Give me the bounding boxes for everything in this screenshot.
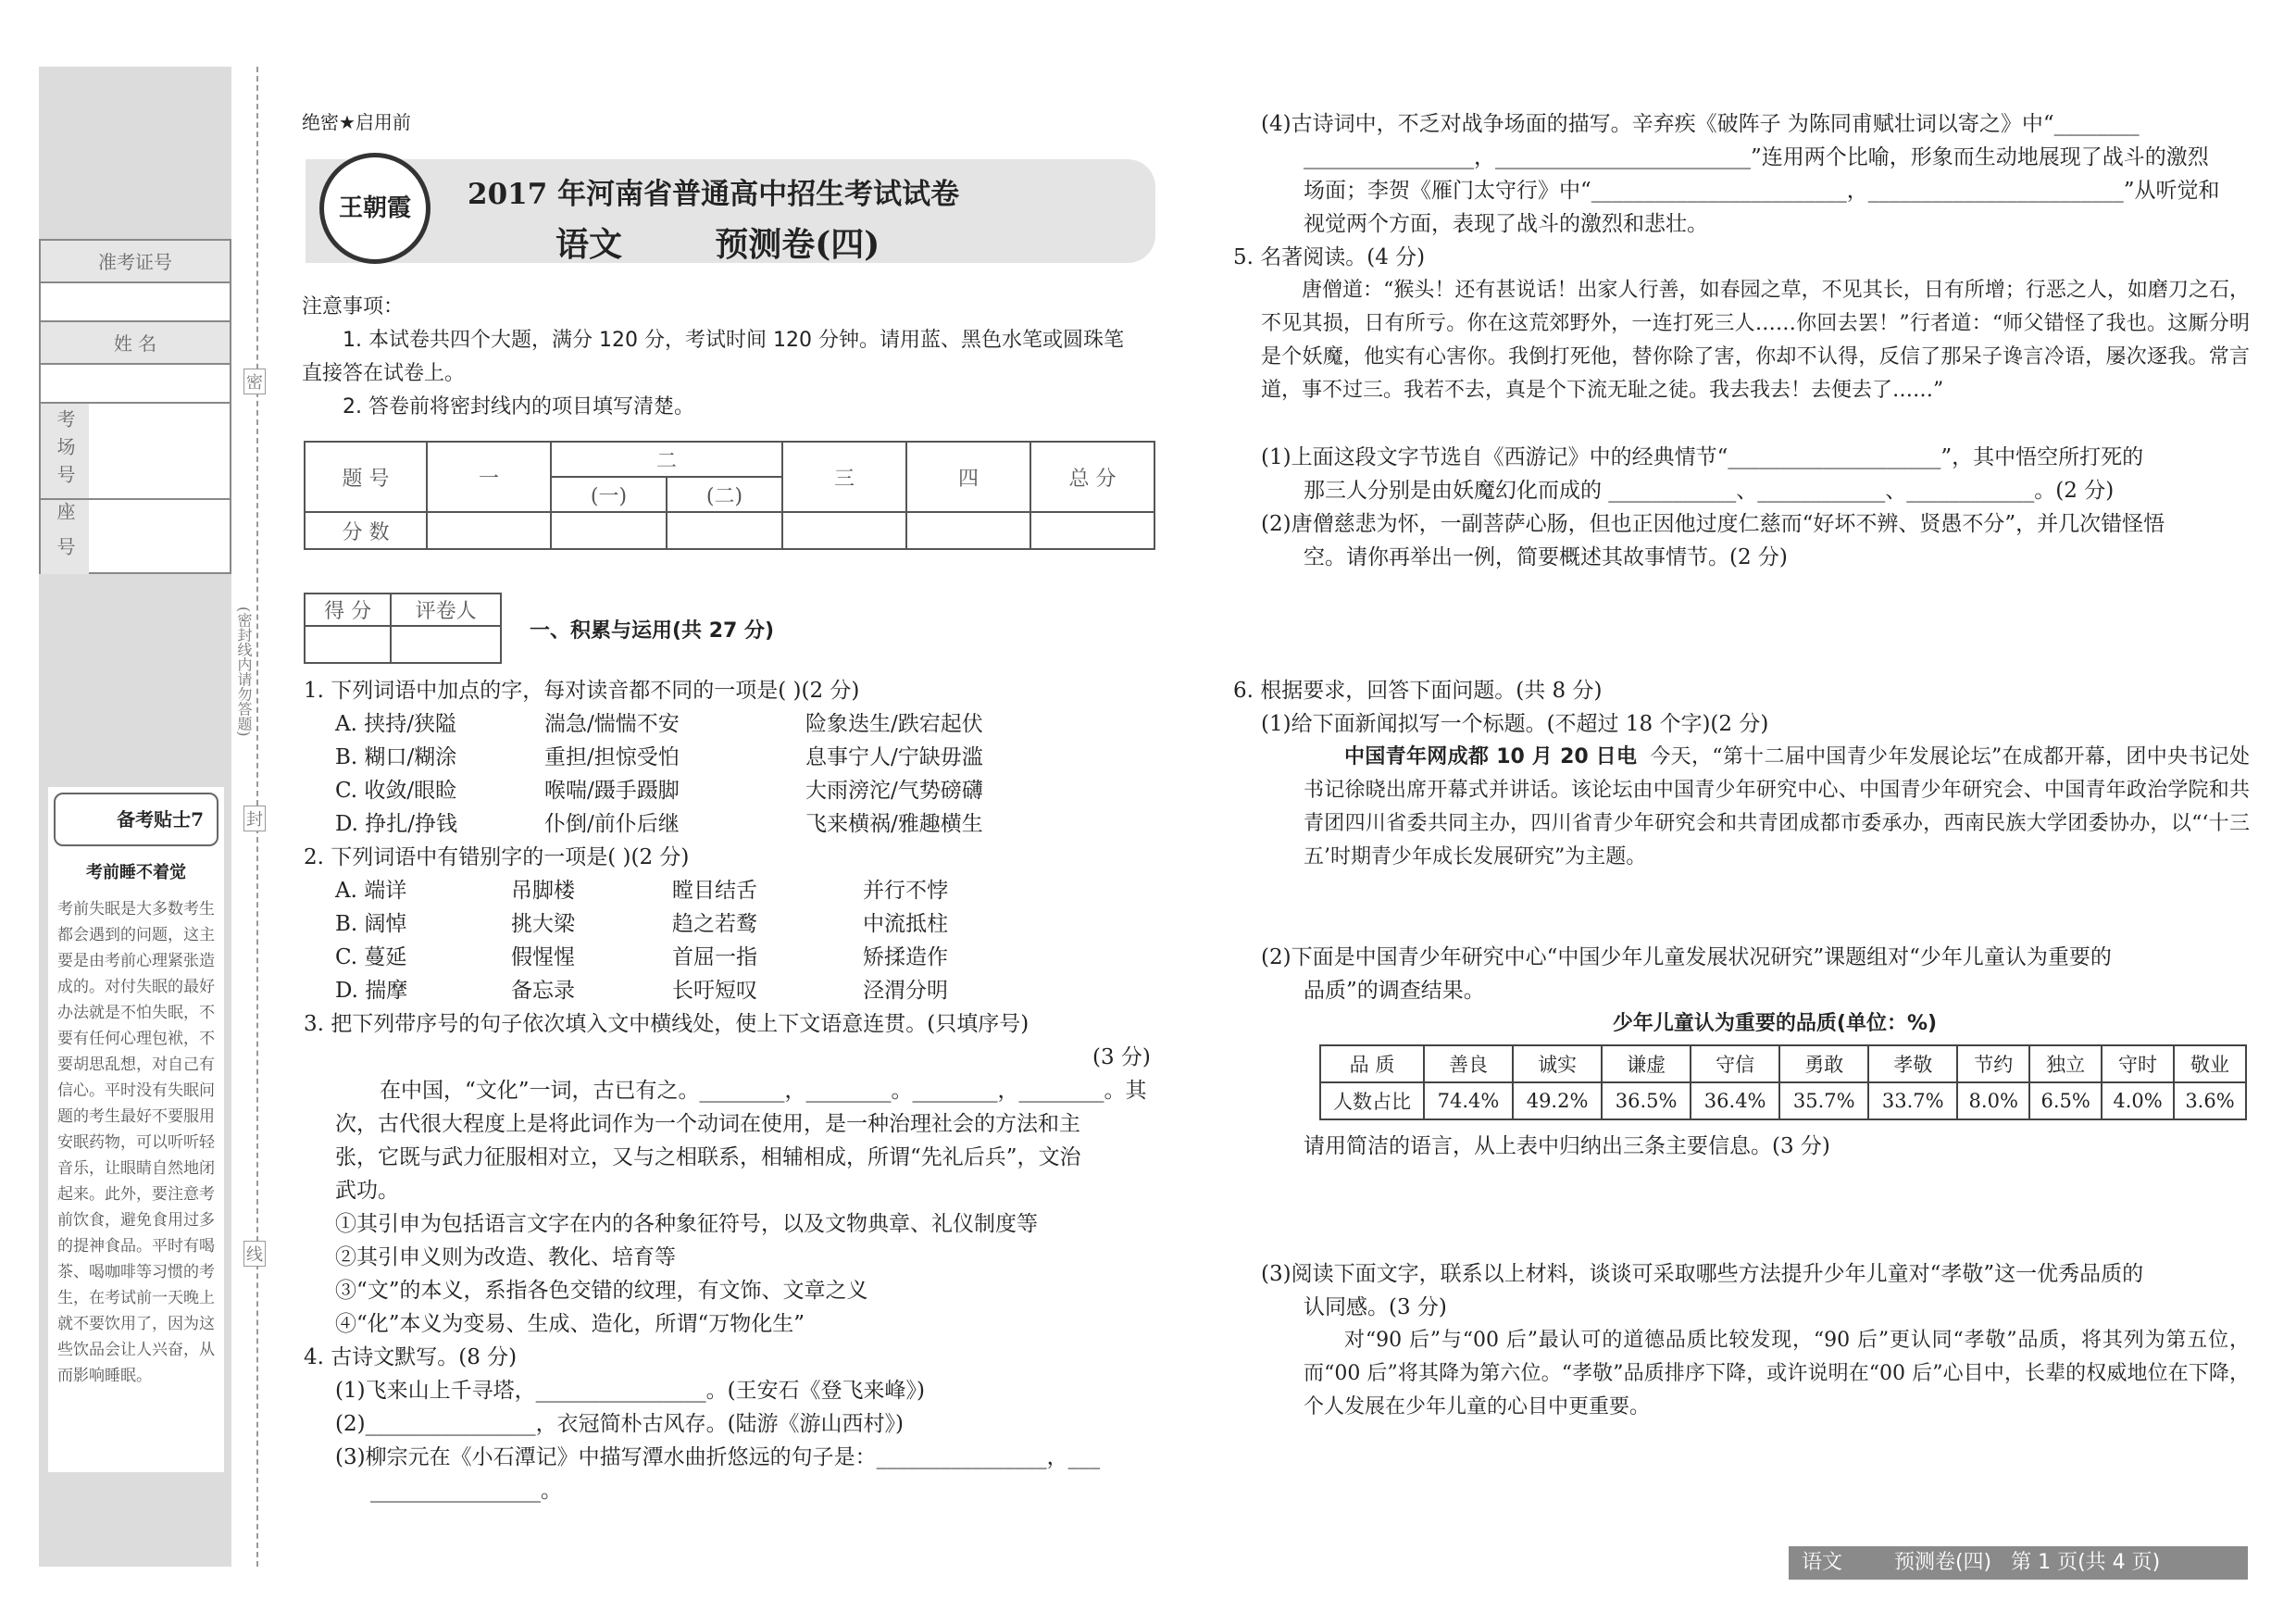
- score-table-header: 题 号: [305, 442, 427, 512]
- survey-category: 勇敢: [1779, 1045, 1868, 1082]
- q6-news-body: 今天，“第十二届中国青少年发展论坛”在成都开幕，团中央书记处书记徐晓出席开幕式并讲话。该论坛由中国青少年研究中心、中国青少年研究会、中国青年政治学院和共青团四川省委共同主办，四川省青少年研究会和共青团成都市委承办，西南民族大学团委协办，以“‘十三五’时期青少年成长发展研究”为主题。: [1304, 745, 2250, 868]
- name-field[interactable]: [41, 365, 230, 404]
- q4-line-2[interactable]: (2)________________，衣冠简朴古风存。(陆游《游山西村》): [335, 1412, 905, 1436]
- survey-category: 谦虚: [1602, 1045, 1691, 1082]
- survey-value: 33.7%: [1868, 1082, 1957, 1119]
- exam-id-field[interactable]: [41, 283, 230, 322]
- score-col-3: 三: [782, 442, 906, 512]
- q1-opt: 大雨滂沱/气势磅礴: [805, 779, 983, 803]
- q3-points: (3 分): [1092, 1045, 1151, 1069]
- q6-sub-3-passage: 对“90 后”与“00 后”最认可的道德品质比较发现，“90 后”更认同“孝敬”品质，将其列为第五位，而“00 后”将其降为第六位。“孝敬”品质排序下降，或许说明在“00 后”心目中，长辈的权威地位在下降，个人发展在少年儿童的心目中更重要。: [1304, 1329, 2250, 1418]
- survey-value: 6.5%: [2029, 1082, 2102, 1119]
- q6-sub-2a: (2)下面是中国青少年研究中心“中国少年儿童发展状况研究”课题组对“少年儿童认为重要的: [1261, 945, 2112, 969]
- seal-note: (密封线内请勿答题): [235, 606, 253, 737]
- q1-opt: 仆倒/前仆后继: [544, 812, 680, 836]
- score-col-1: 一: [427, 442, 551, 512]
- q4-line-1[interactable]: (1)飞来山上千寻塔，________________。(王安石《登飞来峰》): [335, 1379, 926, 1403]
- q1-opt[interactable]: A. 挟持/狭隘: [335, 712, 456, 736]
- survey-row-label: 人数占比: [1320, 1082, 1424, 1119]
- seal-mark-3: 线: [243, 1241, 266, 1267]
- q3-option-2: ②其引申义则为改造、教化、培育等: [335, 1245, 676, 1269]
- q1-opt: 湍急/惴惴不安: [544, 712, 680, 736]
- candidate-info-box: [39, 239, 231, 574]
- survey-value: 36.5%: [1602, 1082, 1691, 1119]
- q4-line-4d: 视觉两个方面，表现了战斗的激烈和悲壮。: [1304, 212, 1708, 236]
- room-row: [41, 404, 230, 500]
- survey-value: 3.6%: [2174, 1082, 2246, 1119]
- score-cell[interactable]: [906, 512, 1030, 549]
- q4-line-4a[interactable]: (4)古诗词中，不乏对战争场面的描写。辛弃疾《破阵子 为陈同甫赋壮词以寄之》中“________: [1261, 112, 2140, 136]
- grader-score-cell[interactable]: [305, 626, 391, 663]
- score-cell[interactable]: [667, 512, 782, 549]
- q4-stem: 4. 古诗文默写。(8 分): [304, 1345, 518, 1369]
- seat-label: 座号: [41, 500, 89, 574]
- q2-opt: 首屈一指: [672, 945, 757, 969]
- publisher-logo: [319, 153, 430, 264]
- grader-name-cell[interactable]: [391, 626, 501, 663]
- grader-box: [304, 593, 502, 664]
- page-subtitle: 语文 预测卷(四): [555, 225, 880, 264]
- q2-opt[interactable]: A. 端详: [335, 879, 407, 903]
- survey-category: 守时: [2102, 1045, 2174, 1082]
- q1-opt[interactable]: D. 挣扎/挣钱: [335, 812, 457, 836]
- score-cell[interactable]: [551, 512, 667, 549]
- q6-sub-2c: 请用简洁的语言，从上表中归纳出三条主要信息。(3 分): [1304, 1134, 1830, 1158]
- seal-mark-2: 封: [243, 806, 266, 831]
- logo-text: 王朝霞: [338, 194, 411, 222]
- notice-heading: 注意事项：: [302, 295, 405, 319]
- q2-opt[interactable]: C. 蔓延: [335, 945, 407, 969]
- score-col-2b: (二): [667, 477, 782, 512]
- q2-opt: 挑大梁: [511, 912, 575, 936]
- survey-category: 诚实: [1513, 1045, 1602, 1082]
- seat-row: [41, 500, 230, 574]
- q6-news-lead: 中国青年网成都 10 月 20 日电: [1344, 745, 1638, 769]
- q3-stem: 3. 把下列带序号的句子依次填入文中横线处，使上下文语意连贯。(只填序号): [304, 1012, 1029, 1036]
- q1-opt: 息事宁人/宁缺毋滥: [805, 745, 983, 769]
- survey-value: 49.2%: [1513, 1082, 1602, 1119]
- score-col-total: 总 分: [1030, 442, 1154, 512]
- q2-opt[interactable]: B. 阔悼: [335, 912, 407, 936]
- survey-category: 独立: [2029, 1045, 2102, 1082]
- grader-label: 评卷人: [391, 594, 501, 626]
- tip-title: 备考贴士7: [54, 793, 218, 846]
- secret-label: 绝密★启用前: [302, 111, 411, 133]
- q6-news: [1304, 741, 2250, 874]
- q1-opt: 飞来横祸/雅趣横生: [805, 812, 983, 836]
- q2-opt: 并行不悖: [863, 879, 948, 903]
- survey-value: 8.0%: [1957, 1082, 2029, 1119]
- survey-category: 善良: [1424, 1045, 1513, 1082]
- q3-option-3: ③“文”的本义，系指各色交错的纹理，有文饰、文章之义: [335, 1279, 868, 1303]
- page-footer: [1789, 1546, 2248, 1580]
- q1-options: [335, 707, 1150, 841]
- survey-value: 36.4%: [1691, 1082, 1779, 1119]
- q2-opt: 泾渭分明: [863, 979, 948, 1003]
- q2-opt: 长吁短叹: [672, 979, 757, 1003]
- q6-stem: 6. 根据要求，回答下面问题。(共 8 分): [1233, 679, 1603, 703]
- notice-line-1b: 直接答在试卷上。: [302, 362, 466, 385]
- q1-stem: 1. 下列词语中加点的字，每对读音都不同的一项是( )(2 分): [304, 679, 860, 703]
- page-title: 2017 年河南省普通高中招生考试试卷: [468, 178, 960, 211]
- grader-score-label: 得 分: [305, 594, 391, 626]
- survey-category: 孝敬: [1868, 1045, 1957, 1082]
- q4-line-4c[interactable]: 场面；李贺《雁门太守行》中“________________________，________________________”从听觉和: [1304, 179, 2220, 203]
- q1-opt: 险象迭生/跌宕起伏: [805, 712, 983, 736]
- survey-category: 敬业: [2174, 1045, 2246, 1082]
- notice-line-1: 1. 本试卷共四个大题，满分 120 分，考试时间 120 分钟。请用蓝、黑色水笔或圆珠笔: [343, 329, 1124, 352]
- survey-table: [1319, 1044, 2247, 1120]
- q2-opt: 矫揉造作: [863, 945, 948, 969]
- q5-sub-1b[interactable]: 那三人分别是由妖魔幻化而成的 ____________、____________、____________。(2 分): [1304, 479, 2115, 503]
- score-cell[interactable]: [1030, 512, 1154, 549]
- q2-stem: 2. 下列词语中有错别字的一项是( )(2 分): [304, 845, 690, 869]
- tip-body: 考前失眠是大多数考生都会遇到的问题，这主要是由考前心理紧张造成的。对付失眠的最好办法就是不怕失眠，不要有任何心理包袱，不要胡思乱想，对自己有信心。平时没有失眠问题的考生最好不要服用安眠药物，可以听听轻音乐，让眼睛自然地闭起来。此外，要注意考前饮食，避免食用过多的提神食品。平时有喝茶、喝咖啡等习惯的考生，在考试前一天晚上就不要饮用了，因为这些饮品会让人兴奋，从而影响睡眠。: [57, 900, 215, 1385]
- q2-opt: 趋之若鹜: [672, 912, 757, 936]
- q6-sub-1: (1)给下面新闻拟写一个标题。(不超过 18 个字)(2 分): [1261, 712, 1769, 736]
- q1-opt[interactable]: C. 收敛/眼睑: [335, 779, 457, 803]
- score-col-4: 四: [906, 442, 1030, 512]
- q3-passage-1: 在中国，“文化”一词，古已有之。________，________。________，________。其: [380, 1079, 1147, 1103]
- q5-stem: 5. 名著阅读。(4 分): [1233, 245, 1426, 269]
- score-col-2: 二: [551, 442, 782, 477]
- seal-mark-1: 密: [243, 369, 266, 394]
- q1-opt[interactable]: B. 糊口/糊涂: [335, 745, 457, 769]
- q3-option-1: ①其引申为包括语言文字在内的各种象征符号，以及文物典章、礼仪制度等: [335, 1212, 1038, 1236]
- score-cell[interactable]: [782, 512, 906, 549]
- survey-row-label: 品 质: [1320, 1045, 1424, 1082]
- q2-opt: 瞠目结舌: [672, 879, 757, 903]
- q2-opt: 吊脚楼: [511, 879, 575, 903]
- q2-opt[interactable]: D. 揣摩: [335, 979, 408, 1003]
- survey-category: 守信: [1691, 1045, 1779, 1082]
- score-table: [304, 441, 1155, 550]
- q6-sub-2b: 品质”的调查结果。: [1304, 979, 1485, 1003]
- footer-text: 语文 预测卷(四) 第 1 页(共 4 页): [1802, 1551, 2161, 1574]
- survey-value: 74.4%: [1424, 1082, 1513, 1119]
- survey-value: 4.0%: [2102, 1082, 2174, 1119]
- room-label: 考场号: [41, 404, 89, 498]
- q4-line-4b[interactable]: ________________，________________________”连用两个比喻，形象而生动地展现了战斗的激烈: [1304, 145, 2209, 169]
- q3-passage-2: 次，古代很大程度上是将此词作为一个动词在使用，是一种治理社会的方法和主: [335, 1112, 1080, 1136]
- q2-opt: 中流抵柱: [863, 912, 948, 936]
- score-row-label: 分 数: [305, 512, 427, 549]
- exam-id-label: 准考证号: [41, 241, 230, 283]
- name-label: 姓 名: [41, 322, 230, 365]
- survey-value: 35.7%: [1779, 1082, 1868, 1119]
- q5-passage: 唐僧道：“猴头！还有甚说话！出家人行善，如春园之草，不见其长，日有所增；行恶之人，如磨刀之石，不见其损，日有所亏。你在这荒郊野外，一连打死三人……你回去罢！”行者道：“师父错怪了我也。这厮分明是个妖魔，他实有心害你。我倒打死他，替你除了害，你却不认得，反信了那呆子谗言冷语，屡次逐我。常言道，事不过三。我若不去，真是个下流无耻之徒。我去我去！去便去了……”: [1261, 279, 2250, 402]
- tip-heading: 考前睡不着觉: [86, 863, 186, 882]
- survey-category: 节约: [1957, 1045, 2029, 1082]
- q1-opt: 重担/担惊受怕: [544, 745, 680, 769]
- q6-sub-3a: (3)阅读下面文字，联系以上材料，谈谈可采取哪些方法提升少年儿童对“孝敬”这一优秀品质的: [1261, 1262, 2144, 1286]
- q1-opt: 喉喘/蹑手蹑脚: [544, 779, 680, 803]
- q3-option-4: ④“化”本义为变易、生成、造化，所谓“万物化生”: [335, 1312, 805, 1336]
- section-1-heading: 一、积累与运用(共 27 分): [530, 619, 775, 643]
- score-col-2a: (一): [551, 477, 667, 512]
- q6-sub-3b: 认同感。(3 分): [1304, 1295, 1447, 1319]
- q5-sub-2a: (2)唐僧慈悲为怀，一副菩萨心肠，但也正因他过度仁慈而“好坏不辨、贤愚不分”，并几次错怪悟: [1261, 512, 2165, 536]
- q4-line-3[interactable]: (3)柳宗元在《小石潭记》中描写潭水曲折悠远的句子是：________________，___: [335, 1445, 1101, 1469]
- q3-passage-3: 张，它既与武力征服相对立，又与之相联系，相辅相成，所谓“先礼后兵”，文治: [335, 1145, 1081, 1169]
- notice-line-2: 2. 答卷前将密封线内的项目填写清楚。: [343, 395, 694, 419]
- q5-sub-1a[interactable]: (1)上面这段文字节选自《西游记》中的经典情节“____________________”，其中悟空所打死的: [1261, 445, 2144, 469]
- q5-sub-2b: 空。请你再举出一例，简要概述其故事情节。(2 分): [1304, 545, 1788, 569]
- q4-line-3b[interactable]: ________________。: [370, 1479, 562, 1503]
- score-cell[interactable]: [427, 512, 551, 549]
- survey-table-title: 少年儿童认为重要的品质(单位：%): [1612, 1012, 1938, 1035]
- q2-opt: 假惺惺: [511, 945, 575, 969]
- q2-opt: 备忘录: [511, 979, 575, 1003]
- q3-passage-4: 武功。: [335, 1179, 399, 1203]
- tip-box: [48, 787, 224, 1472]
- q2-options: [335, 874, 1150, 1007]
